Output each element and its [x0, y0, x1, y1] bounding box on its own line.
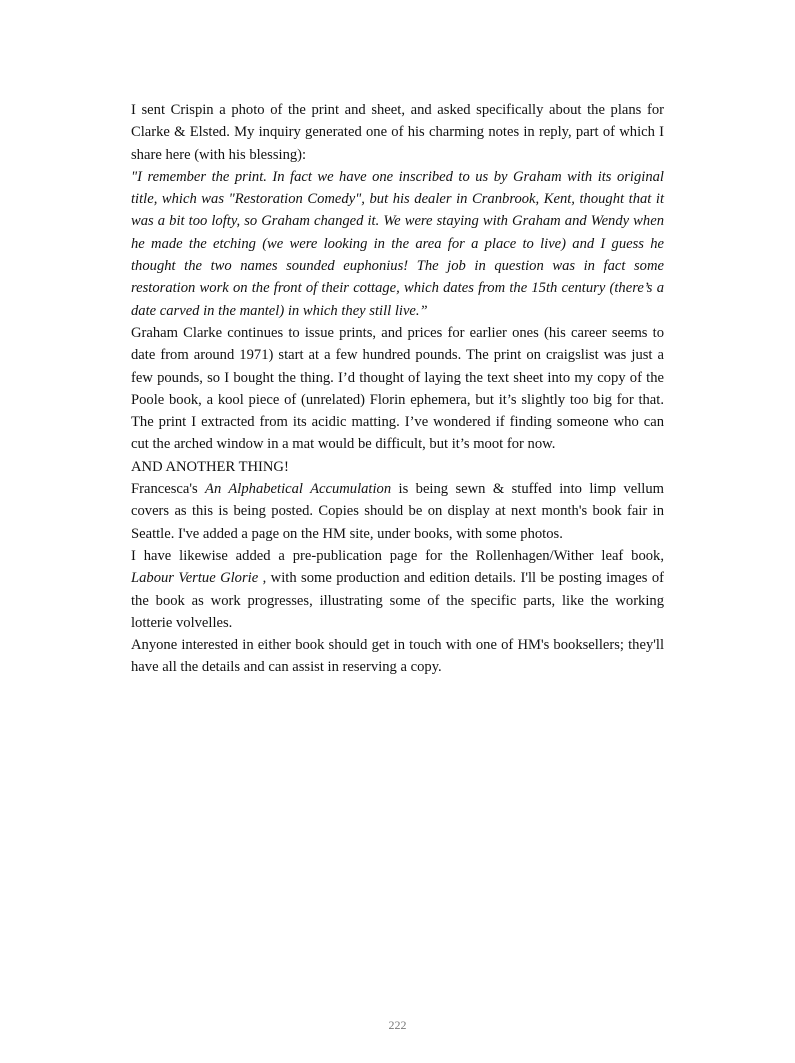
- body-text: [131, 99, 664, 679]
- paragraph-francesca-start: Francesca's: [131, 481, 206, 498]
- book-title-alphabetical-accumulation: An Alphabetical Accumulation: [205, 481, 392, 498]
- paragraph-intro: I sent Crispin a photo of the print and sheet, and asked specifically about the plans for Clarke & Elsted. My inquiry generated one of his charming notes in reply, part of which I share here (with his blessing):: [131, 102, 664, 163]
- book-title-labour-vertue-glorie: Labour Vertue Glorie: [131, 570, 259, 587]
- paragraph-rollenhagen-end: , with some production and edition details. I'll be posting images of the book as work progresses, illustrating some of the specific parts, like the working lotterie volvelles.: [131, 570, 664, 631]
- paragraph-francesca: [131, 478, 664, 545]
- page-number: 222: [388, 1018, 407, 1032]
- paragraph-contact: Anyone interested in either book should get in touch with one of HM's booksellers; they'll have all the details and can assist in reserving a copy.: [131, 637, 664, 676]
- paragraph-francesca-end: is being sewn & stuffed into limp vellum covers as this is being posted. Copies should be on display at next month's book fair in Seattle. I've added a page on the HM site, under books, with some photos.: [131, 481, 665, 542]
- paragraph-graham-clarke: Graham Clarke continues to issue prints, and prices for earlier ones (his career seems to date from around 1971) start at a few hundred pounds. The print on craigslist was just a few pounds, so I bought the thing. I’d thought of laying the text sheet into my copy of the Poole book, a kool piece of (unrelated) Florin ephemera, but it’s slightly too big for that. The print I extracted from its acidic matting. I’ve wondered if finding someone who can cut the arched window in a mat would be difficult, but it’s moot for now.: [131, 324, 664, 453]
- paragraph-rollenhagen: [131, 545, 664, 634]
- paragraph-rollenhagen-start: I have likewise added a pre-publication page for the Rollenhagen/Wither leaf book,: [131, 547, 664, 564]
- section-heading: AND ANOTHER THING!: [131, 458, 289, 475]
- quoted-note: "I remember the print. In fact we have one inscribed to us by Graham with its original title, which was "Restoration Comedy", but his dealer in Cranbrook, Kent, thought that it was a bit too lofty, so Graham changed it. We were staying with Graham and Wendy when he made the etching (we were looking in the area for a place to live) and I guess he thought the two names sounded euphonius! The job in question was in fact some restoration work on the front of their cottage, which dates from the 15th century (there’s a date carved in the mantel) in which they still live.”: [131, 168, 664, 319]
